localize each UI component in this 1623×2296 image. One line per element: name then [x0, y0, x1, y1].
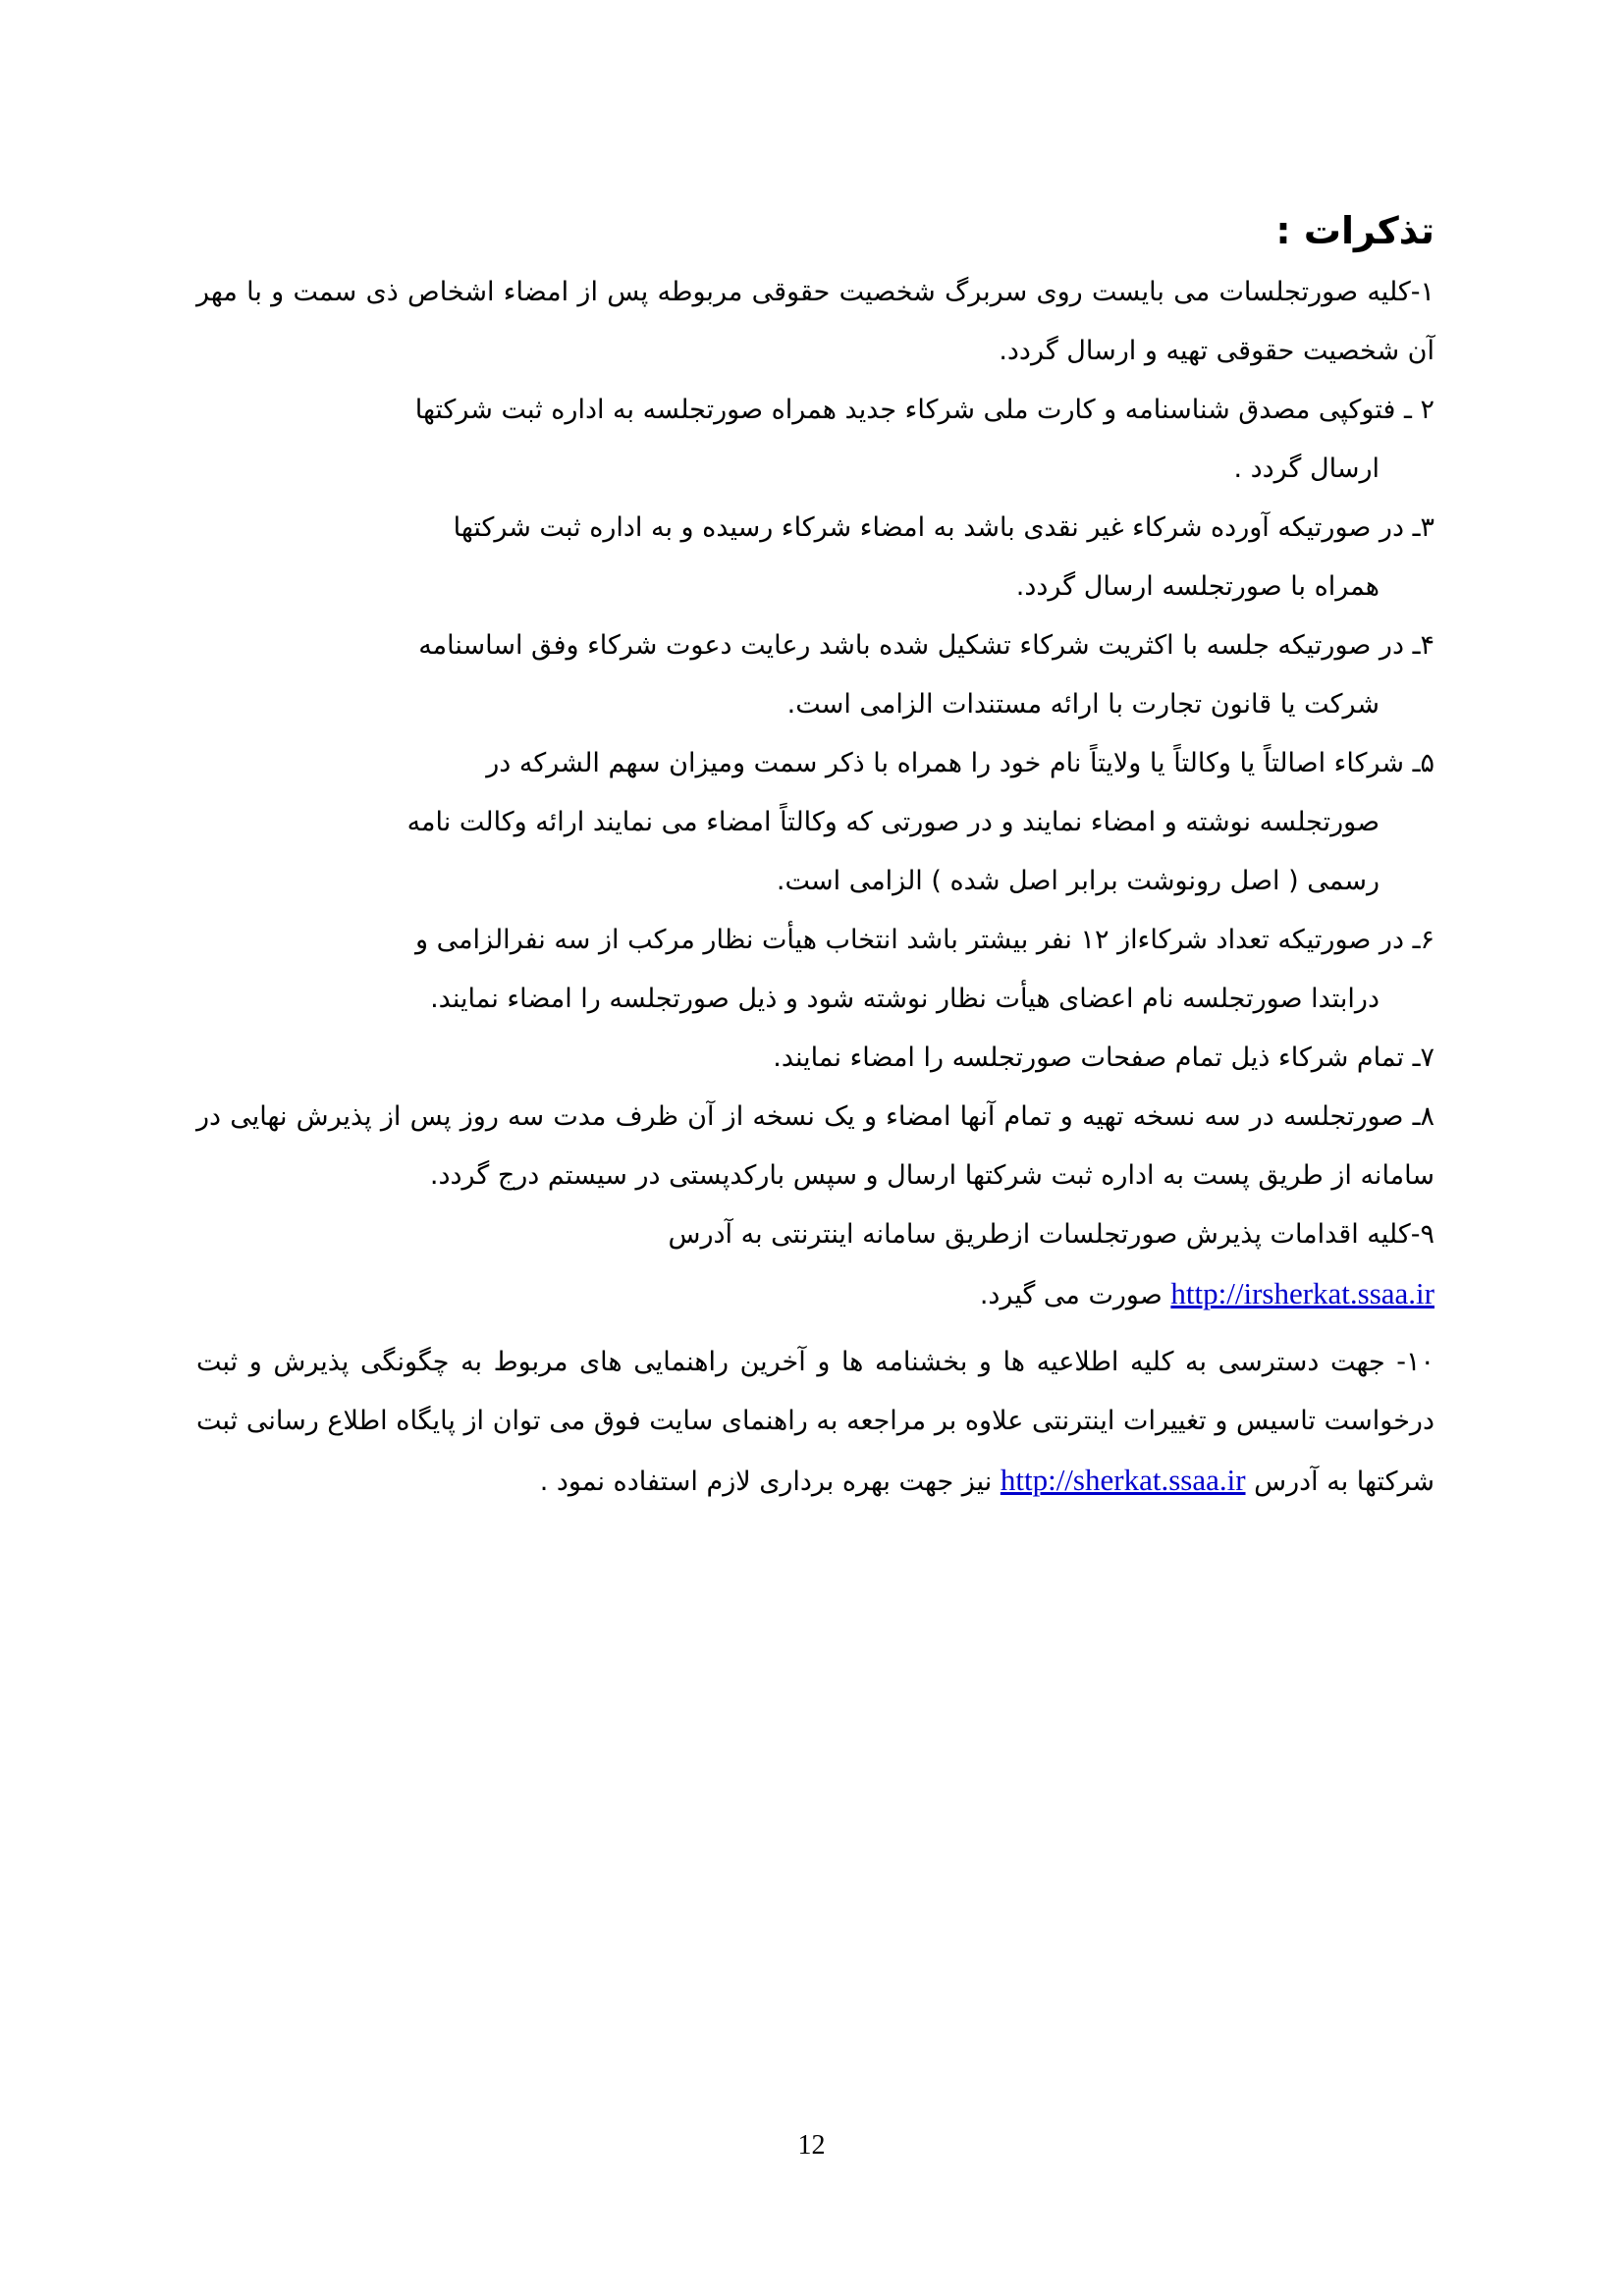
- note-number: ۵ـ: [1412, 748, 1434, 778]
- note-number: ۷ـ: [1412, 1042, 1434, 1073]
- sherkat-link[interactable]: http://sherkat.ssaa.ir: [1000, 1463, 1246, 1497]
- note-text: در صورتیکه تعداد شرکاءاز ۱۲ نفر بیشتر باشد انتخاب هیأت نظار مرکب از سه نفرالزامی و: [414, 925, 1413, 955]
- note-number: ۳ـ: [1412, 512, 1434, 543]
- note-item-9: [196, 1205, 1434, 1325]
- note-text-continued: رسمی ( اصل رونوشت برابر اصل شده ) الزامی است.: [776, 866, 1380, 896]
- note-number: ۱-: [1410, 277, 1434, 307]
- document-body: [196, 202, 1434, 1512]
- note-text-continued: همراه با صورتجلسه ارسال گردد.: [1015, 571, 1380, 602]
- note-item-8: [196, 1088, 1434, 1205]
- note-text: صورتجلسه در سه نسخه تهیه و تمام آنها امضاء و یک نسخه از آن ظرف مدت سه روز پس از پذیرش نهایی در سامانه از طریق پست به اداره ثبت شرکتها ارسال و سپس بارکدپستی در سیستم درج گردد.: [196, 1101, 1434, 1191]
- note-text: کلیه صورتجلسات می بایست روی سربرگ شخصیت حقوقی مربوطه پس از امضاء اشخاص ذی سمت و با مهر آن شخصیت حقوقی تهیه و ارسال گردد.: [196, 277, 1434, 366]
- note-number: ۴ـ: [1412, 630, 1434, 661]
- note-text-continued: درابتدا صورتجلسه نام اعضای هیأت نظار نوشته شود و ذیل صورتجلسه را امضاء نمایند.: [430, 984, 1380, 1014]
- note-item-4: [196, 616, 1434, 734]
- note-item-2: [196, 381, 1434, 499]
- note-text: کلیه اقدامات پذیرش صورتجلسات ازطریق سامانه اینترنتی به آدرس: [668, 1219, 1411, 1250]
- note-number: ۸ـ: [1412, 1101, 1434, 1132]
- notes-heading: تذکرات :: [1275, 209, 1434, 252]
- note-item-1: [196, 263, 1434, 381]
- note-item-5: [196, 734, 1434, 911]
- note-text-continued: ارسال گردد .: [1233, 454, 1380, 484]
- note-text-after-link: صورت می گیرد.: [979, 1280, 1171, 1310]
- note-text: در صورتیکه جلسه با اکثریت شرکاء تشکیل شده باشد رعایت دعوت شرکاء وفق اساسنامه: [418, 630, 1413, 661]
- note-number: ۹-: [1410, 1219, 1434, 1250]
- note-item-10: [196, 1333, 1434, 1512]
- note-text-after-link: نیز جهت بهره برداری لازم استفاده نمود .: [539, 1467, 1001, 1497]
- irsherkat-link[interactable]: http://irsherkat.ssaa.ir: [1170, 1276, 1434, 1310]
- note-text-continued: صورتجلسه نوشته و امضاء نمایند و در صورتی که وکالتاً امضاء می نمایند ارائه وکالت نامه: [406, 807, 1380, 837]
- note-text: جهت دسترسی به کلیه اطلاعیه ها و بخشنامه ها و آخرین راهنمایی های مربوط به چگونگی پذیرش و ثبت درخواست تاسیس و تغییرات اینترنتی علاوه بر مراجعه به راهنمای سایت فوق می توان از پایگاه اطلاع رسانی ثبت شرکتها به آدرس: [196, 1347, 1434, 1497]
- note-number: ۲ ـ: [1403, 395, 1434, 425]
- page-number: 12: [797, 2130, 826, 2161]
- note-item-7: [196, 1029, 1434, 1088]
- note-text: در صورتیکه آورده شرکاء غیر نقدی باشد به امضاء شرکاء رسیده و به اداره ثبت شرکتها: [453, 512, 1413, 543]
- note-item-3: [196, 499, 1434, 616]
- note-text-continued: شرکت یا قانون تجارت با ارائه مستندات الزامی است.: [786, 689, 1380, 720]
- note-text: شرکاء اصالتاً یا وکالتاً یا ولایتاً نام خود را همراه با ذکر سمت ومیزان سهم الشرکه در: [486, 748, 1413, 778]
- note-number: ۶ـ: [1412, 925, 1434, 955]
- note-text: تمام شرکاء ذیل تمام صفحات صورتجلسه را امضاء نمایند.: [773, 1042, 1413, 1073]
- note-item-6: [196, 911, 1434, 1029]
- note-text: فتوکپی مصدق شناسنامه و کارت ملی شرکاء جدید همراه صورتجلسه به اداره ثبت شرکتها: [414, 395, 1404, 425]
- note-number: ۱۰-: [1396, 1347, 1434, 1377]
